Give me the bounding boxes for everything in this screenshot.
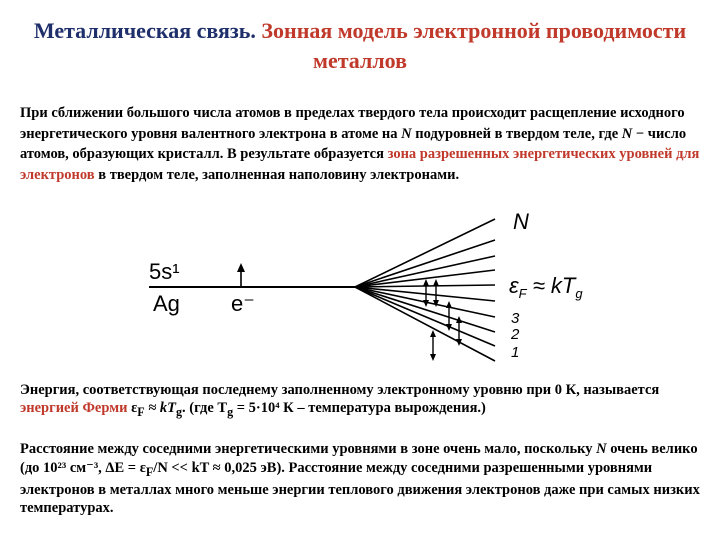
p3-text-3: /N << kT ≈ 0,025 эВ). Расстояние между соседними разрешенными уровнями электронов в металлах много меньше энергии теплового движения электронов даже при самых низких температурах. — [20, 459, 700, 517]
paragraph-fermi-energy — [20, 381, 710, 421]
band-diagram — [143, 209, 583, 379]
p1-text-2: подуровней в твердом теле, где — [411, 125, 622, 142]
fermi-label: $\varepsilon_F \approx kT_g$ — [509, 273, 583, 301]
p1-N-2: N — [621, 125, 633, 142]
p2-text-5: = 5·10⁴ К – температура вырождения.) — [233, 400, 486, 416]
p2-sub-g2: g — [227, 404, 234, 419]
p3-sub-f: F — [145, 464, 154, 479]
p2-text-2: ε — [127, 400, 138, 416]
p3-text-1: Расстояние между соседними энергетическими уровнями в зоне очень мало, поскольку — [20, 441, 597, 457]
top-level-label: N — [513, 209, 529, 234]
title-part1: Металлическая связь. — [33, 18, 256, 43]
level-number-2: 2 — [511, 326, 520, 343]
p3-text-2: очень велико (до 10²³ см⁻³, ΔE = ε — [20, 441, 698, 476]
paragraph-band-splitting — [20, 103, 710, 185]
p2-sub-g: g — [176, 404, 183, 419]
level-number-3: 3 — [511, 310, 520, 327]
electron-label: e⁻ — [231, 291, 255, 316]
p2-text-4: . (где T — [182, 400, 228, 416]
p2-text-1: Энергия, соответствующая последнему заполненному электронному уровню при 0 К, называется — [20, 382, 660, 398]
p2-text-3: ≈ kT — [144, 400, 176, 416]
paragraph-level-spacing — [20, 440, 710, 518]
p1-text-3: − число атомов, образующих кристалл. В результате образуется — [20, 125, 687, 162]
p1-text-4: в твердом теле, заполненная наполовину электронами. — [94, 166, 460, 183]
slide-title — [0, 16, 720, 76]
band-diagram-svg — [143, 209, 583, 379]
p2-sub-f: F — [137, 404, 145, 419]
p1-highlight: зона разрешенных энергетических уровней для электронов — [20, 146, 700, 183]
p1-N-1: N — [401, 125, 412, 142]
level-number-1: 1 — [511, 344, 520, 361]
p2-highlight: энергией Ферми — [20, 400, 128, 416]
p1-text-1: При сближении большого числа атомов в пределах твердого тела происходит расщепление исходного энергетического уровня валентного электрона в атоме на — [20, 105, 685, 142]
orbital-label: 5s¹ — [149, 259, 180, 284]
title-part2: Зонная модель электронной проводимости металлов — [261, 18, 687, 73]
atom-label: Ag — [153, 291, 180, 316]
p3-N: N — [596, 441, 607, 457]
